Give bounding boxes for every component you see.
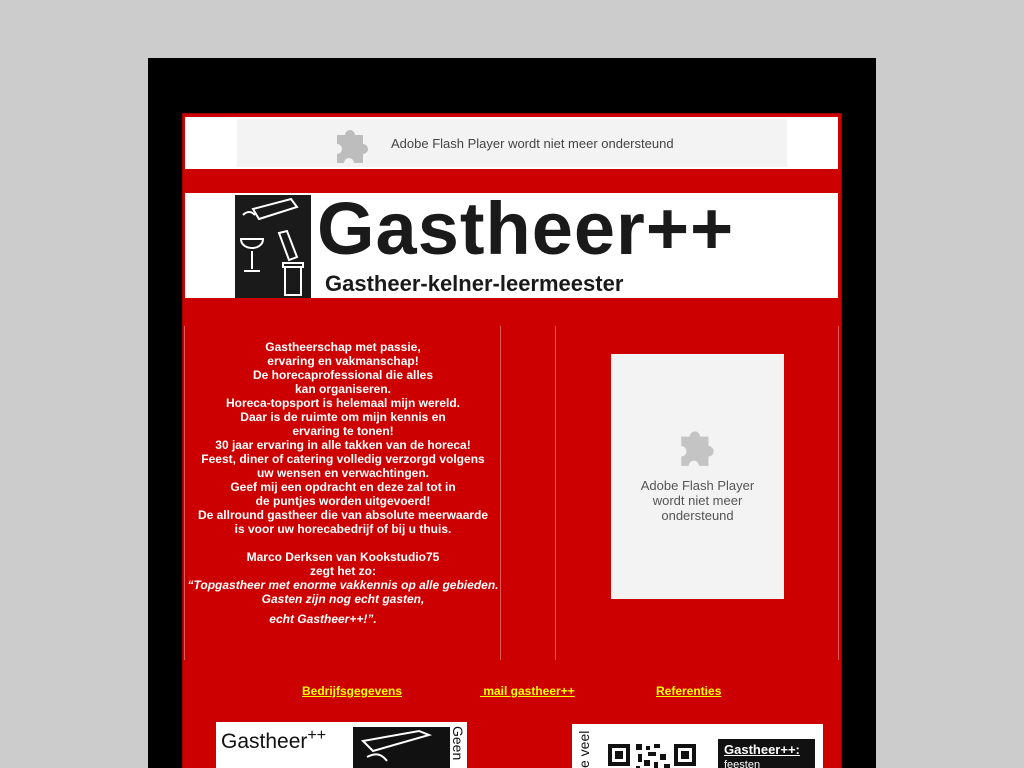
intro-line: is voor uw horecabedrijf of bij u thuis.: [234, 522, 452, 536]
card-title: [221, 727, 326, 754]
bottle-icon: [353, 727, 450, 768]
card-title-plus: ++: [307, 727, 327, 744]
qr-code-icon: [608, 744, 698, 768]
flash-message-line: Adobe Flash Player: [640, 478, 755, 493]
badge-title: Gastheer++:: [724, 742, 800, 757]
attribution-lead: zegt het zo:: [310, 564, 376, 578]
intro-line: 30 jaar ervaring in alle takken van de horeca!: [215, 438, 471, 452]
intro-line: ervaring en vakmanschap!: [267, 354, 419, 368]
business-card-left[interactable]: [216, 722, 467, 768]
intro-line: Geef mij een opdracht en deze zal tot in: [230, 480, 456, 494]
quote-line: “Topgastheer met enorme vakkennis op alle gebieden.: [187, 578, 499, 592]
intro-line: De horecaprofessional die alles: [252, 368, 434, 382]
flash-message-line: wordt niet meer: [652, 493, 743, 508]
intro-line: De allround gastheer die van absolute meerwaarde: [197, 508, 489, 522]
logo-subtitle: Gastheer-kelner-leermeester: [325, 271, 624, 296]
intro-line: Gastheerschap met passie,: [265, 340, 421, 354]
logo-banner: [185, 187, 838, 298]
column-divider: [555, 326, 556, 660]
flash-message: Adobe Flash Player wordt niet meer ondersteund: [391, 136, 674, 151]
flash-placeholder-top: [185, 117, 838, 169]
intro-line: Feest, diner of catering volledig verzorgd volgens: [201, 452, 485, 466]
intro-line: Daar is de ruimte om mijn kennis en: [240, 410, 446, 424]
business-card-right[interactable]: [572, 724, 823, 768]
intro-line: de puntjes worden uitgevoerd!: [255, 494, 431, 508]
intro-line: Horeca-topsport is helemaal mijn wereld.: [225, 396, 461, 410]
column-divider: [838, 326, 839, 660]
column-divider: [184, 326, 185, 660]
intro-line: ervaring te tonen!: [292, 424, 394, 438]
company-info-link[interactable]: Bedrijfsgegevens: [302, 684, 403, 698]
column-divider: [500, 326, 501, 660]
puzzle-piece-icon: [331, 121, 375, 165]
puzzle-piece-icon: [675, 422, 721, 468]
logo-title: Gastheer++: [317, 187, 735, 270]
badge-subtitle: feesten: [724, 759, 761, 768]
intro-line: kan organiseren.: [294, 382, 392, 396]
intro-line: uw wensen en verwachtingen.: [256, 466, 430, 480]
card-vertical-text: Geen: [450, 726, 466, 761]
card-vertical-text: e veel: [576, 730, 592, 768]
flash-placeholder-inner: [237, 119, 787, 167]
card-photo: [353, 727, 450, 768]
intro-text: [186, 340, 500, 626]
card-title-text: Gastheer: [221, 730, 308, 753]
mail-link[interactable]: mail gastheer++: [480, 684, 575, 698]
flash-placeholder-right: [611, 354, 784, 599]
quote-line: echt Gastheer++!”.: [269, 612, 377, 626]
quote-line: Gasten zijn nog echt gasten,: [261, 592, 425, 606]
bottle-glass-icon: [235, 195, 311, 298]
flash-message: [611, 478, 784, 523]
flash-message-line: ondersteund: [661, 508, 734, 523]
card-badge: [718, 739, 815, 768]
waiter-illustration: [235, 195, 311, 298]
attribution-name: Marco Derksen van Kookstudio75: [246, 550, 440, 564]
references-link[interactable]: Referenties: [656, 684, 722, 698]
